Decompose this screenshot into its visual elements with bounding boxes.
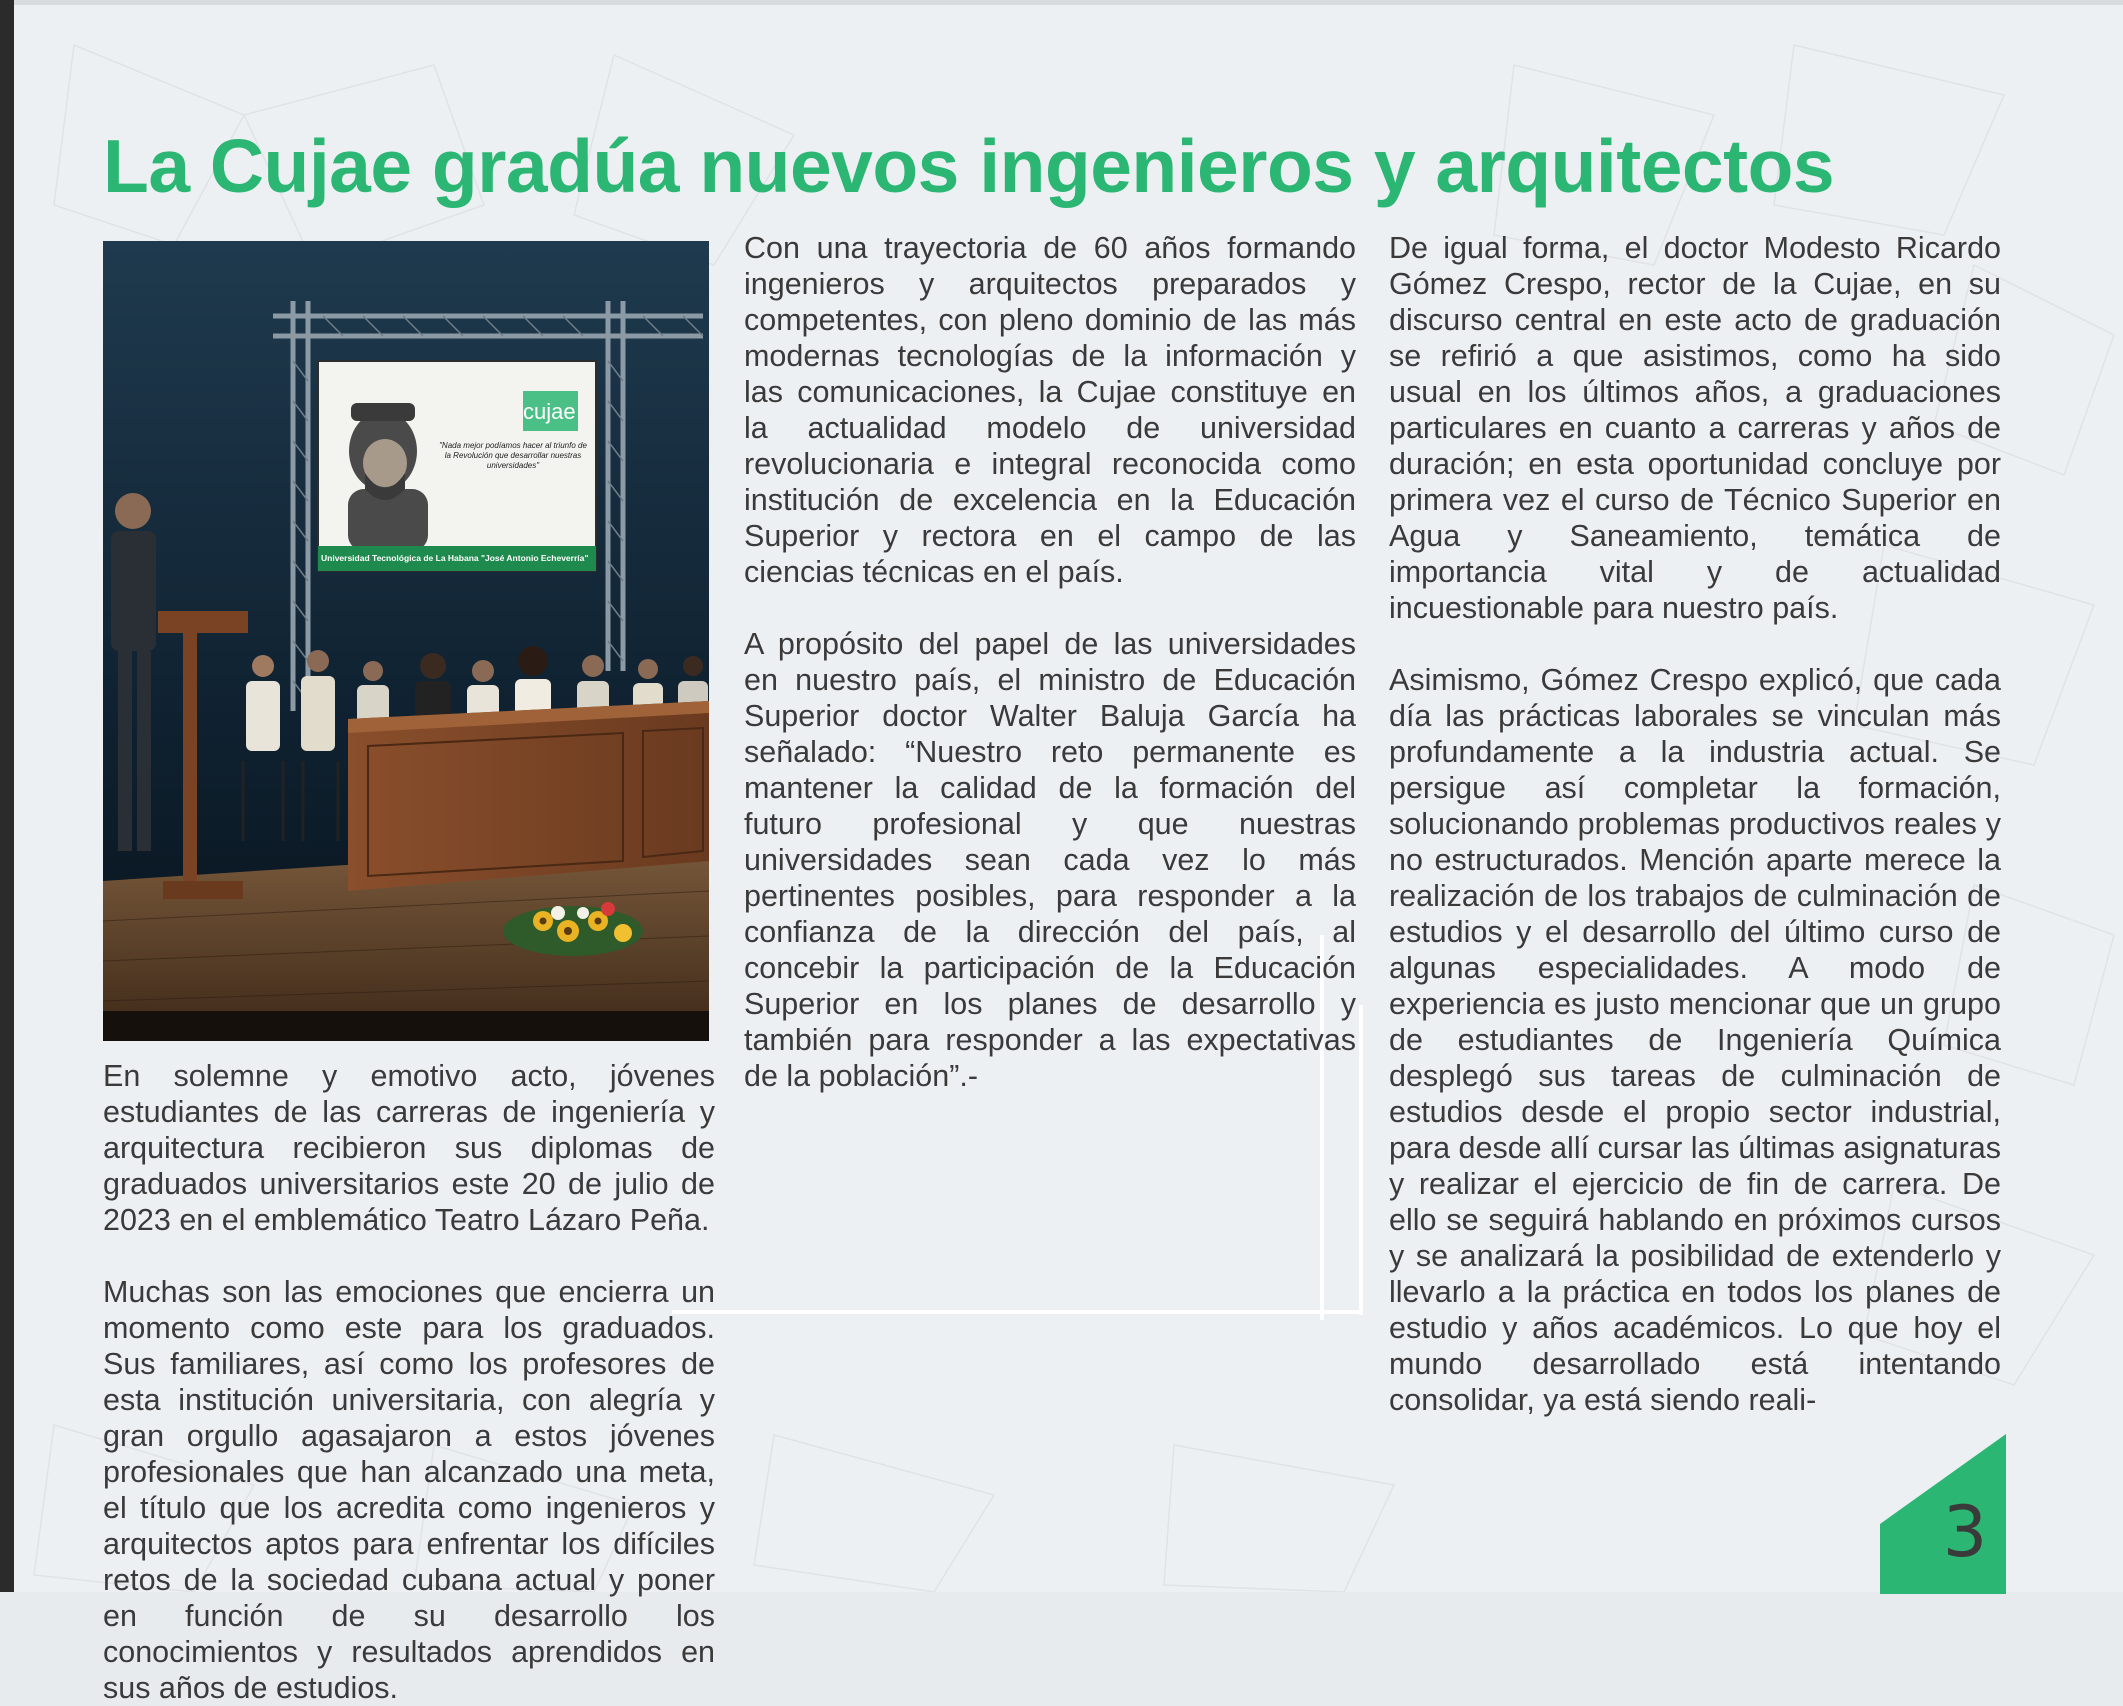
paragraph: Con una trayectoria de 60 años formando ingenieros y arquitectos preparados y competentes, con pleno dominio de las más modernas tecnologías de la información y las comunicaciones, la Cujae constituye en la actualidad modelo de universidad revolucionaria e integral reconocida como institución de excelencia en la Educación Superior y rectora en el campo de las ciencias técnicas en el país.	[744, 231, 1356, 589]
screen-logo-text: cujae	[523, 399, 576, 424]
text-column-3	[1389, 230, 2001, 1418]
article-title: La Cujae gradúa nuevos ingenieros y arquitectos	[103, 124, 1835, 208]
text-column-2	[744, 230, 1356, 1094]
page-number: 3	[1942, 1491, 1988, 1573]
graduation-ceremony-photo	[103, 241, 709, 1041]
paragraph: De igual forma, el doctor Modesto Ricardo Gómez Crespo, rector de la Cujae, en su discurso central en este acto de graduación se refirió a que asistimos, como ha sido usual en los últimos años, a graduaciones particulares en cuanto a carreras y años de duración; en esta oportunidad concluye por primera vez el curso de Técnico Superior en Agua y Saneamiento, temática de importancia vital y de actualidad incuestionable para nuestro país.	[1389, 231, 2001, 625]
paragraph: Muchas son las emociones que encierra un momento como este para los graduados. Sus familiares, así como los profesores de esta institución universitaria, con alegría y gran orgullo agasajaron a estos jóvenes profesionales que han alcanzado una meta, el título que los acredita como ingenieros y arquitectos aptos para enfrentar los difíciles retos de la sociedad cubana actual y poner en función de su desarrollo los conocimientos y resultados aprendidos en sus años de estudios.	[103, 1275, 715, 1705]
decorative-line-horizontal	[672, 1310, 1362, 1314]
paragraph: A propósito del papel de las universidades en nuestro país, el ministro de Educación Superior doctor Walter Baluja García ha señalado: “Nuestro reto permanente es mantener la calidad de la formación del futuro profesional y que nuestras universidades sean cada vez lo más pertinentes posibles, para responder a la confianza de la dirección del país, al concebir la participación de la Educación Superior en los planes de desarrollo y también para responder a las expectativas de la población”.-	[744, 627, 1356, 1093]
screen-banner: Universidad Tecnológica de La Habana "José Antonio Echeverría"	[321, 553, 589, 563]
left-binding-edge	[0, 0, 14, 1592]
paragraph: Asimismo, Gómez Crespo explicó, que cada día las prácticas laborales se vinculan más profundamente a la industria actual. Se persigue así completar la formación, solucionando problemas productivos reales y no estructurados. Mención aparte merece la realización de los trabajos de culminación de estudios y el desarrollo del último curso de algunas especialidades. A modo de experiencia es justo mencionar que un grupo de estudiantes de Ingeniería Química desplegó sus tareas de culminación de estudios desde el propio sector industrial, para desde allí cursar las últimas asignaturas y realizar el ejercicio de fin de carrera. De ello se seguirá hablando en próximos cursos y se analizará la posibilidad de extenderlo y llevarlo a la práctica en todos los planes de estudio y años académicos. Lo que hoy el mundo desarrollado está intentando consolidar, ya está siendo reali-	[1389, 663, 2001, 1417]
screen-quote: "Nada mejor podíamos hacer al triunfo de la Revolución que desarrollar nuestras universidades"	[439, 441, 587, 470]
text-column-1	[103, 1058, 715, 1706]
paragraph: En solemne y emotivo acto, jóvenes estudiantes de las carreras de ingeniería y arquitectura recibieron sus diplomas de graduados universitarios este 20 de julio de 2023 en el emblemático Teatro Lázaro Peña.	[103, 1059, 715, 1237]
decorative-line-vertical	[1359, 1005, 1363, 1315]
